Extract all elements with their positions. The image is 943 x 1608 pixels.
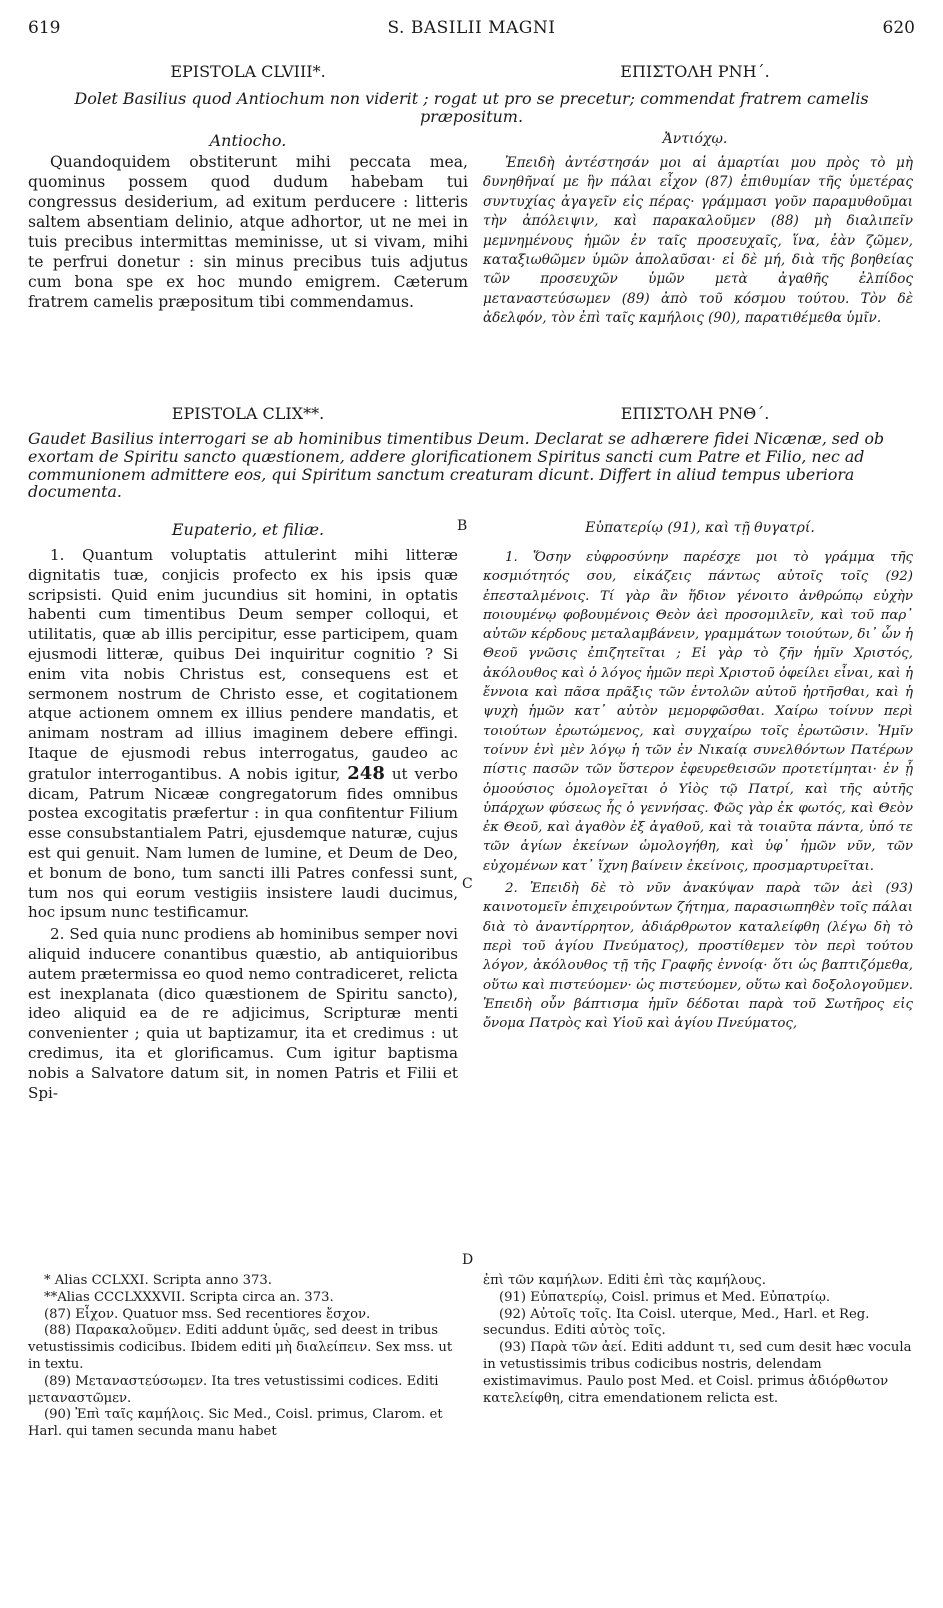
ep158-latin-addressee: Antiocho.: [209, 131, 287, 150]
footnote: (88) Παρακαλοῦμεν. Editi addunt ὑμᾶς, sed deest in tribus vetustissimis codicibus. Ibidem editi μὴ διαλείπειν. Sex mss. ut in textu.: [28, 1323, 453, 1372]
ep159-greek-paragraph-1: 1. Ὅσην εὐφροσύνην παρέσχε μοι τὸ γράμμα τῆς κοσμιότητός σου, εἰκάζεις πάντως αὐτοῖς τοῖς (92) ἐπεσταλμένοις. Τί γὰρ ἂν ἥδιον γένοιτο ἀνθρώπῳ εὐχὴν ποιουμένῳ φοβουμένοις Θεὸν ἀεὶ προσομιλεῖν, καὶ τοῦ παρ᾽ αὐτῶν κέρδους μεταλαμβάνειν, γραμμάτων τοιούτων, δι᾽ ὧν ἡ Θεοῦ γνῶσις ἐπιζητεῖται ; Εἰ γὰρ τὸ ζῆν ἡμῖν Χριστός, ἀκόλουθος καὶ ὁ λόγος ἡμῶν περὶ Χριστοῦ ὀφείλει εἶναι, καὶ ἡ ἔννοια καὶ πᾶσα πρᾶξις τῶν ἐντολῶν αὐτοῦ ἠρτῆσθαι, καὶ ἡ ψυχὴ ἡμῶν κατ᾽ αὐτὸν μεμορφῶσθαι. Χαίρω τοίνυν περὶ τοιούτων ἐρωτώμενος, καὶ συγχαίρω τοῖς ἐρωτῶσιν. Ἡμῖν τοίνυν ἑνὶ μὲν λόγῳ ἡ τῶν ἐν Νικαίᾳ συνελθόντων Πατέρων πίστις πασῶν τῶν ὕστερον ἐφευρεθεισῶν προτετίμηται· ἐν ᾗ ὁμοούσιος ὁμολογεῖται ὁ Υἱὸς τῷ Πατρί, καὶ τῆς αὐτῆς ὑπάρχων φύσεως ἧς ὁ γεννήσας. Φῶς γὰρ ἐκ φωτός, καὶ Θεὸν ἐκ Θεοῦ, καὶ ἀγαθὸν ἐξ ἀγαθοῦ, καὶ τὰ τοιαῦτα πάντα, ὑπό τε τῶν ἁγίων ἐκείνων ὡμολογήθη, καὶ ὑφ᾽ ἡμῶν νῦν, τῶν εὐχομένων κατ᾽ ἴχνη βαίνειν ἐκείνοις, προσμαρτυρεῖται.: [483, 550, 913, 874]
page-number-right: 620: [882, 18, 915, 38]
ep158-greek-addressee: Ἀντιόχῳ.: [662, 131, 728, 147]
ep159-latin-paragraph-1: [28, 546, 458, 923]
margin-letter-d: D: [462, 1252, 474, 1268]
footnote: (93) Παρὰ τῶν ἀεί. Editi addunt τι, sed cum desit hæc vocula in vetustissimis tribus codicibus nostris, delendam existimavimus. Paulo post Med. et Coisl. primus ἀδιόρθωτον κατελείφθη, citra emendationem relicta est.: [483, 1340, 912, 1406]
edition-page-number: 248: [347, 762, 385, 784]
ep158-greek-paragraph: Ἐπειδὴ ἀντέστησάν μοι αἱ ἁμαρτίαι μου πρὸς τὸ μὴ δυνηθῆναί με ἣν πάλαι εἶχον (87) ἐπιθυμίαν τῆς ὑμετέρας συντυχίας ἀγαγεῖν εἰς πέρας· γράμμασι γοῦν παραμυθοῦμαι τὴν ἀπόλειψιν, καὶ παρακαλοῦμεν (88) μὴ διαλιπεῖν μεμνημένους ἡμῶν ἐν ταῖς προσευχαῖς, ἵνα, ἐὰν ζῶμεν, καταξιωθῶμεν ὑμῶν ἀπολαῦσαι· εἰ δὲ μή, διὰ τῆς βοηθείας τῶν προσευχῶν ὑμῶν μετὰ ἀγαθῆς ἐλπίδος μεταναστεύσωμεν (89) ἀπὸ τοῦ κόσμου τούτου. Τὸν δὲ ἀδελφόν, τὸν ἐπὶ ταῖς καμήλοις (90), παρατιθέμεθα ὑμῖν.: [483, 155, 913, 327]
margin-letter-b: B: [457, 518, 468, 534]
ep159-greek-text: [483, 548, 913, 1033]
ep159-greek-title: ΕΠΙΣΤΟΛΗ ΡΝΘ΄.: [620, 404, 770, 423]
footnote: **Alias CCCLXXXVII. Scripta circa an. 373.: [44, 1289, 334, 1305]
ep158-argument: Dolet Basilius quod Antiochum non viderit ; rogat ut pro se precetur; commendat fratrem camelis præpositum.: [74, 89, 869, 126]
ep158-latin-text: [28, 152, 468, 312]
margin-letter-c: C: [462, 876, 473, 892]
running-header: [28, 18, 915, 44]
page-number-left: 619: [28, 18, 61, 38]
ep158-greek-text: [483, 154, 913, 329]
ep159-latin-text: [28, 546, 458, 1103]
footnote: (87) Εἶχον. Quatuor mss. Sed recentiores ἔσχον.: [44, 1306, 371, 1322]
ep158-greek-title: ΕΠΙΣΤΟΛΗ ΡΝΗ΄.: [620, 62, 770, 81]
ep159-latin-p1-part-b: ut verbo dicam, Patrum Nicææ congregatorum fides omnibus postea excogitatis præfertur : in qua confitentur Filium esse consubstantialem Patri, ejusdemque naturæ, cujus est qui genuit. Nam lumen de lumine, et Deum de Deo, et bonum de bono, tum sancti illi Patres confessi sunt, tum nos qui eorum vestigiis insistere laudi ducimus, hoc ipsum nunc testificamur.: [28, 764, 458, 922]
footnote: (91) Εὐπατερίῳ, Coisl. primus et Med. Εὐπατρίῳ.: [499, 1289, 831, 1305]
ep158-latin-paragraph: Quandoquidem obstiterunt mihi peccata mea, quominus possem quod dudum habebam tui congressus desiderium, ad exitum perducere : litteris saltem absentiam delinio, atque adhortor, ut ne mei in tuis precibus intermittas meminisse, ut si vivam, mihi te perfrui donetur : sin minus precibus tuis adjutus cum bona spe ex hoc mundo emigrem. Cæterum fratrem camelis præpositum tibi commendamus.: [28, 153, 468, 311]
footnote: ἐπὶ τῶν καμήλων. Editi ἐπὶ τὰς καμήλους.: [483, 1273, 766, 1288]
footnotes-right: [483, 1273, 913, 1407]
footnote: * Alias CCLXXI. Scripta anno 373.: [44, 1273, 272, 1288]
ep159-latin-addressee: Eupaterio, et filiæ.: [171, 520, 325, 539]
footnotes-left: [28, 1273, 458, 1441]
footnote: (92) Αὐτοῖς τοῖς. Ita Coisl. uterque, Med., Harl. et Reg. secundus. Editi αὐτὸς τοῖς.: [483, 1306, 870, 1339]
ep158-latin-title: EPISTOLA CLVIII*.: [170, 62, 326, 81]
footnote: (90) Ἐπὶ ταῖς καμήλοις. Sic Med., Coisl. primus, Clarom. et Harl. qui tamen secunda manu habet: [28, 1407, 443, 1440]
ep159-greek-addressee: Εὐπατερίῳ (91), καὶ τῇ θυγατρί.: [585, 520, 815, 536]
ep159-greek-paragraph-2: 2. Ἐπειδὴ δὲ τὸ νῦν ἀνακύψαν παρὰ τῶν ἀεὶ (93) καινοτομεῖν ἐπιχειρούντων ζήτημα, παρασιωπηθὲν τοῖς πάλαι διὰ τὸ ἀναντίρρητον, ἀδιάρθρωτον καταλείφθη (λέγω δὴ τὸ περὶ τοῦ ἁγίου Πνεύματος), προστίθεμεν τὸν περὶ τούτου λόγον, ἀκόλουθος τῇ τῆς Γραφῆς ἐννοίᾳ· ὅτι ὡς βαπτιζόμεθα, οὕτω καὶ πιστεύομεν· ὡς πιστεύομεν, οὕτω καὶ δοξολογοῦμεν. Ἐπειδὴ οὖν βάπτισμα ἡμῖν δέδοται παρὰ τοῦ Σωτῆρος εἰς ὄνομα Πατρὸς καὶ Υἱοῦ καὶ ἁγίου Πνεύματος,: [483, 881, 913, 1032]
ep159-latin-paragraph-2: 2. Sed quia nunc prodiens ab hominibus semper novi aliquid inducere conantibus quæstio, ab antiquioribus autem prætermissa eo quod nemo contradiceret, relicta est inexplanata (dico quæstionem de Spiritu sancto), ideo aliquid ea de re adjicimus, Scripturæ menti convenienter ; quia ut baptizamur, ita et credimus : ut credimus, ita et glorificamus. Cum igitur baptisma nobis a Salvatore datum sit, in nomen Patris et Filii et Spi-: [28, 925, 458, 1102]
running-title: S. BASILII MAGNI: [387, 18, 556, 38]
ep159-argument: Gaudet Basilius interrogari se ab hominibus timentibus Deum. Declarat se adhærere fidei Nicænæ, sed ob exortam de Spiritu sancto quæstionem, addere glorificationem Spiritus sancti cum Patre et Filio, nec ad communionem admittere eos, qui Spiritum sanctum creaturam dicunt. Differt in aliud tempus uberiora documenta.: [28, 429, 885, 502]
footnote: (89) Μεταναστεύσωμεν. Ita tres vetustissimi codices. Editi μεταναστῶμεν.: [28, 1373, 439, 1406]
ep159-latin-title: EPISTOLA CLIX**.: [171, 404, 325, 423]
ep159-latin-p1-part-a: 1. Quantum voluptatis attulerint mihi litteræ dignitatis tuæ, conjicis profecto ex his ipsis quæ scripsisti. Quid enim jucundius sit homini, in optatis habenti cum timentibus Deum semper colloqui, et utilitatis, quæ ab illis percipitur, esse participem, quam ejusmodi litteræ, quibus Dei inquiritur cognitio ? Si enim vita nobis Christus est, consequens est et sermonem nostrum de Christo esse, et cogitationem atque actionem omnem ex illius pendere mandatis, et animam nostram ad illius imaginem debere effingi. Itaque de ejusmodi rebus interrogatus, gaudeo ac gratulor interrogantibus. A nobis igitur,: [28, 546, 458, 783]
